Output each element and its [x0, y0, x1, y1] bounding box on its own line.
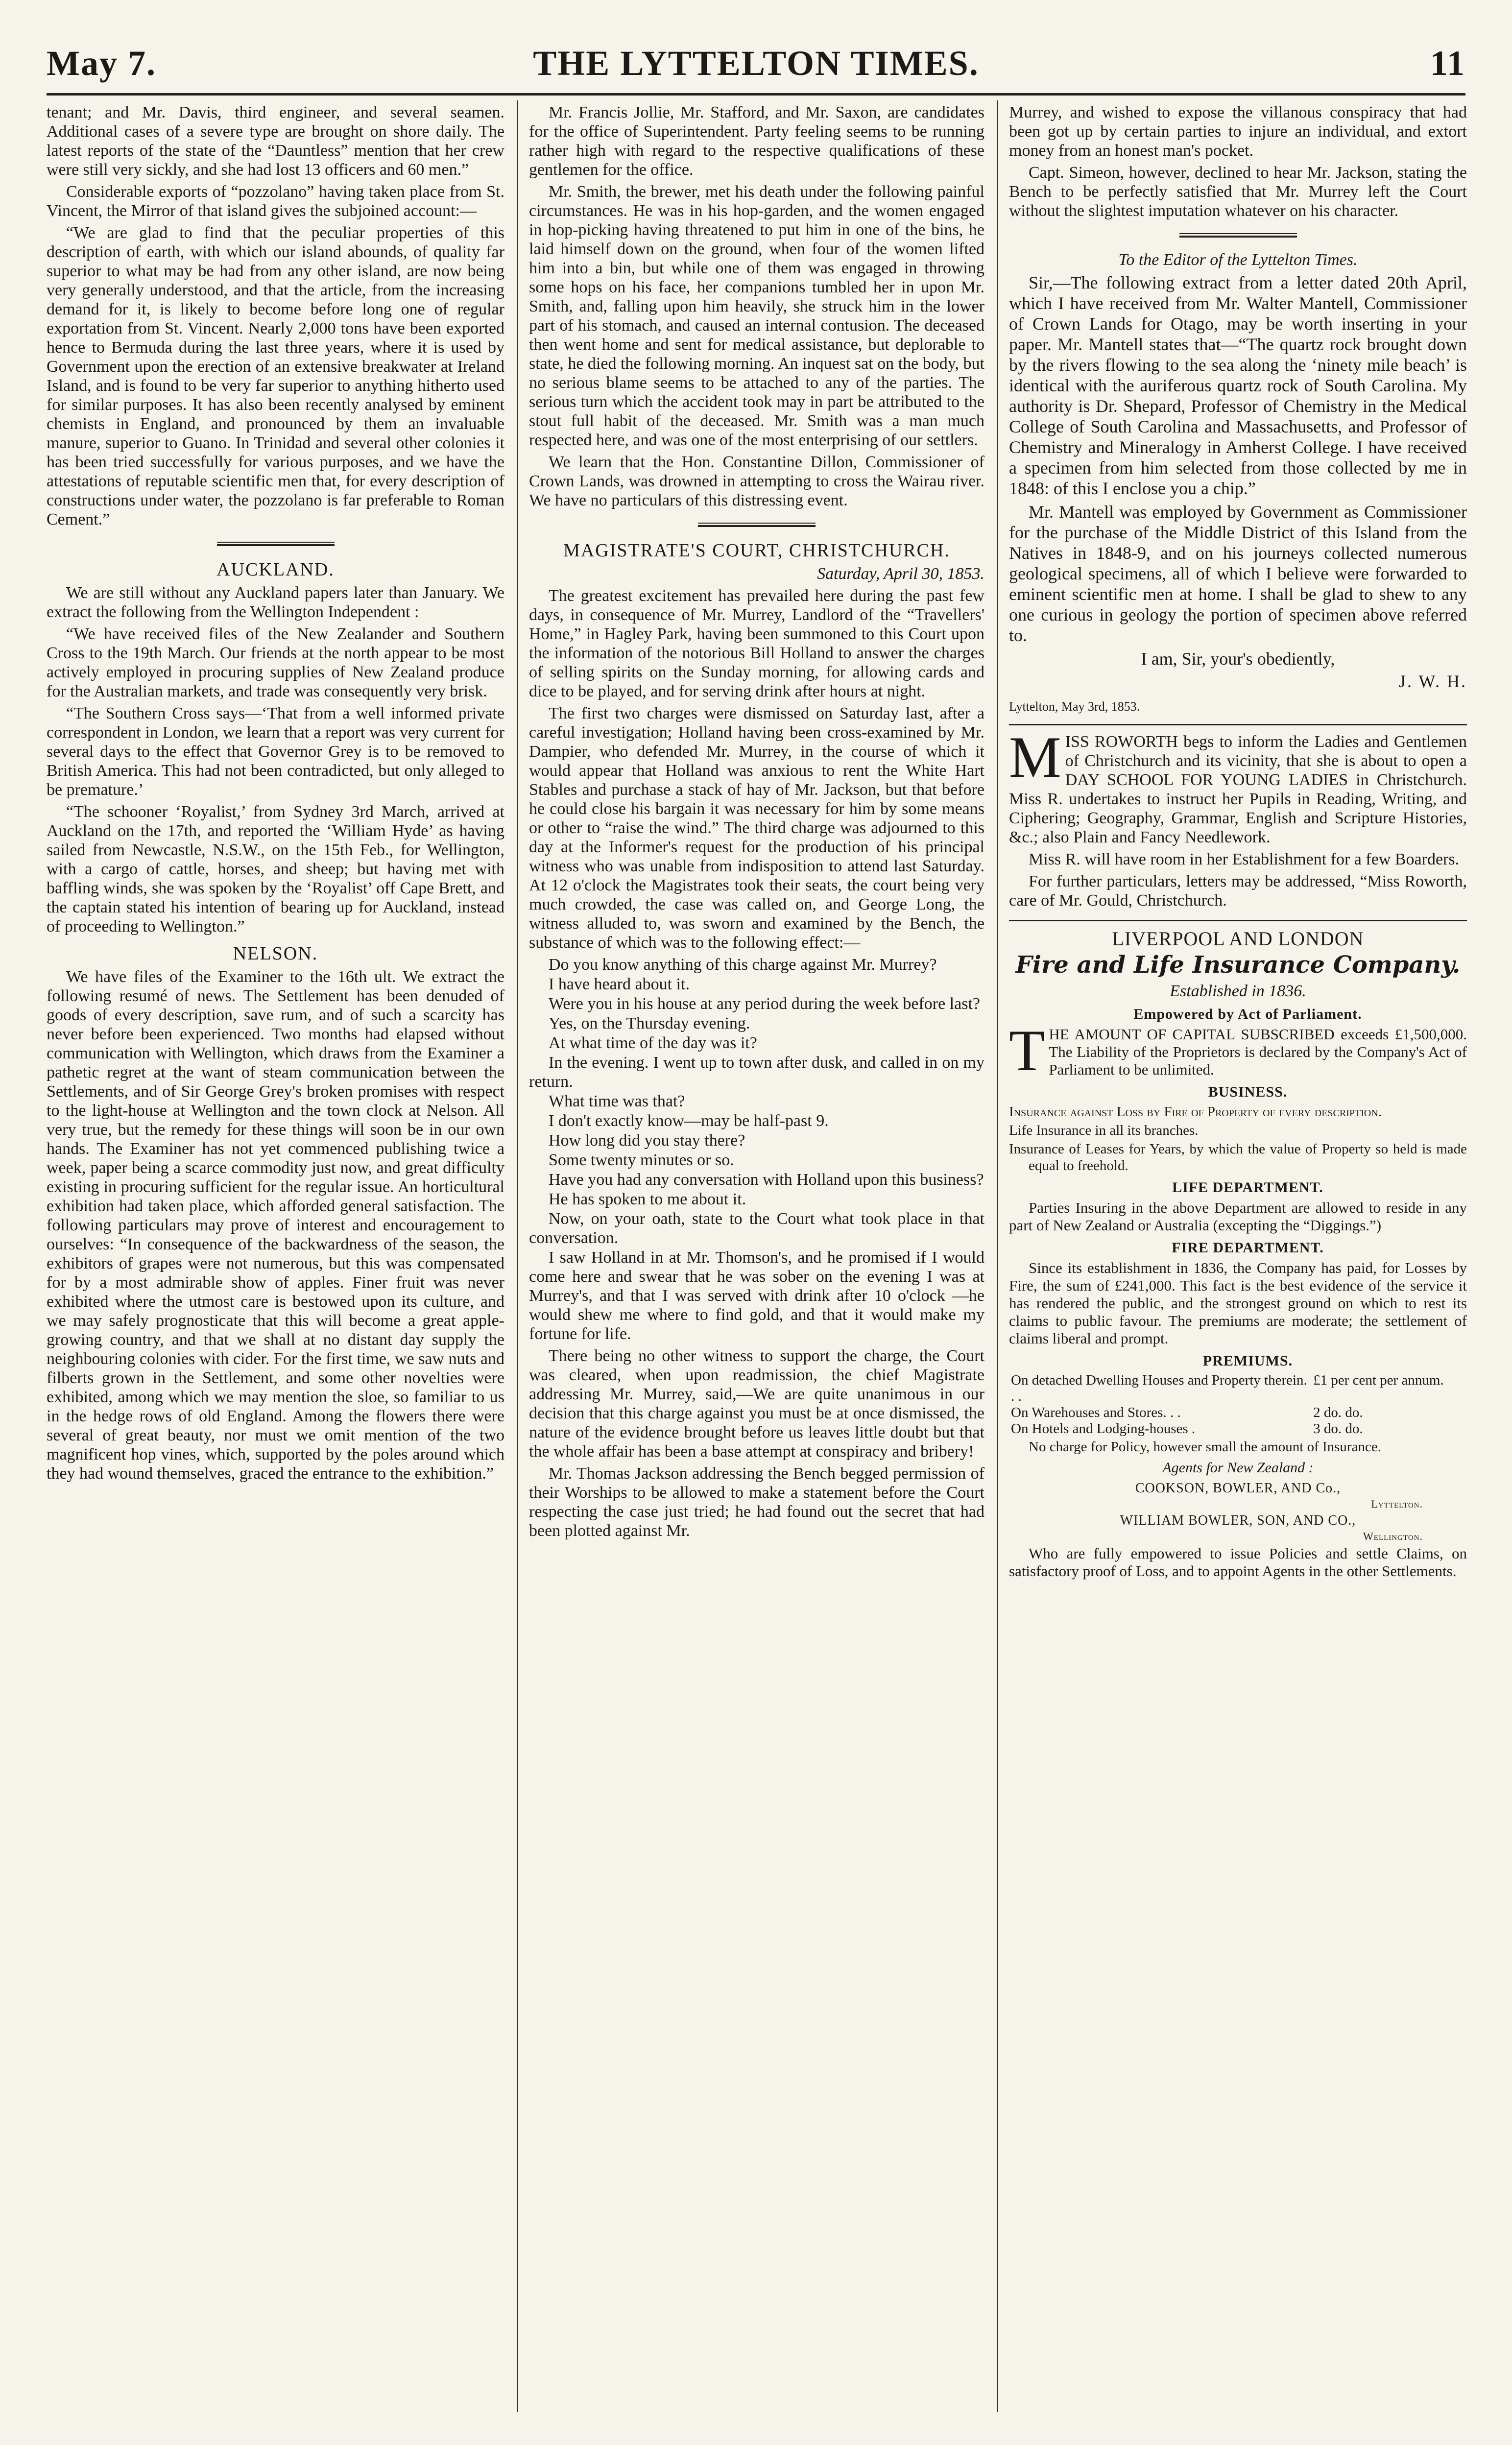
insurance-established: Established in 1836. — [1170, 982, 1306, 1000]
ad-paragraph: Miss R. will have room in her Establishment for a few Boarders. — [1029, 850, 1460, 868]
column-rule — [997, 100, 998, 2412]
fire-department-text: Since its establishment in 1836, the Company has paid, for Losses by Fire, the sum of £241,000. This fact is the best evidence of the service it has rendered the public, and the strongest ground on which to rest its claims to public favour. The premiums are moderate; the settlement of claims liberal and prompt. — [1009, 1259, 1467, 1347]
school-advertisement — [1009, 724, 1467, 921]
column-rule — [517, 100, 518, 2412]
dialogue-line: How long did you stay there? — [549, 1131, 745, 1150]
premium-item: On detached Dwelling Houses and Property therein. . . — [1011, 1372, 1307, 1404]
premium-rate: 3 do. do. — [1313, 1421, 1363, 1437]
paragraph: Considerable exports of “pozzolano” having taken place from St. Vincent, the Mirror of that island gives the subjoined account:— — [47, 183, 504, 220]
masthead — [47, 34, 1465, 96]
agent-name: WILLIAM BOWLER, SON, AND CO., — [1120, 1513, 1356, 1528]
dialogue-line: Yes, on the Thursday evening. — [549, 1014, 750, 1032]
drop-cap: M — [1009, 724, 1061, 790]
section-heading-auckland: AUCKLAND. — [216, 559, 335, 580]
paragraph: Murrey, and wished to expose the villanous conspiracy that had been got up by certain parties to injure an individual, and extort money from an honest man's pocket. — [1009, 103, 1467, 160]
letter-signature: J. W. H. — [1398, 671, 1467, 691]
premium-rate: 2 do. do. — [1313, 1405, 1363, 1420]
paragraph: “We are glad to find that the peculiar properties of this description of earth, with which our island abounds, of quality far superior to what may be had from any other island, are now being very generally understood, and that the article, from the increasing demand for it, is likely to become before long one of regular exportation from St. Vincent. Nearly 2,000 tons have been exported hence to Bermuda during the last three years, where it is used by Government upon the erection of an extensive breakwater at Ireland Island, and is found to be very far superior to anything hitherto used for similar purposes. It has also been recently analysed by eminent chemists in England, and pronounced by them an invaluable manure, superior to Guano. In Trinidad and several other colonies it has been tried successfully for various purposes, and we have the attestations of reputable scientific men that, for every description of constructions under water, the pozzolano is far preferable to Roman Cement.” — [47, 224, 504, 528]
paragraph: Mr. Francis Jollie, Mr. Stafford, and Mr. Saxon, are candidates for the office of Superintendent. Party feeling seems to be running rather high with regard to the respective qualifications of these gentlemen for the office. — [529, 103, 984, 179]
agent-location: Lyttelton. — [1371, 1498, 1423, 1510]
section-separator — [698, 523, 816, 527]
section-heading-nelson: NELSON. — [233, 943, 318, 964]
paragraph: “The Southern Cross says—‘That from a well informed private correspondent in London, we learn that a report was very current for several days to the effect that Governor Grey is to be removed to British America. This had not been contradicted, but only alleged to be premature.’ — [47, 704, 504, 799]
paragraph: We have files of the Examiner to the 16th ult. We extract the following resumé of news. The Settlement has been denuded of goods of every description, save rum, and of such a scarcity has never before been experienced. Two months had elapsed without communication with Wellington, which draws from the Examiner a pathetic regret at the want of steam communication between the Settlements, and of Sir George Grey's broken promises with respect to the light-house at Wellington and the town clock at Nelson. All very true, but the remedy for these things will soon be in our own hands. The Examiner has not yet commenced publishing twice a week, paper being a scarce commodity just now, and great difficulty existing in procuring sufficient for the regular issue. An horticultural exhibition had taken place, which afforded general satisfaction. The following particulars may prove of interest and encouragement to ourselves: “In consequence of the backwardness of the season, the exhibitors of grapes were not numerous, but this was compensated for by a most admirable show of apples. Finer fruit was never exhibited where the utmost care is bestowed upon its culture, and we may safely prognosticate that this will become a great apple-growing country, and that we shall at no distant day supply the neighbouring colonies with cider. For the first time, we saw nuts and filberts grown in the Settlement, and some other novelties were exhibited, among which we may mention the sloe, so familiar to us in the hedge rows of old England. Among the flowers there were several of great beauty, nor must we omit mention of the two magnificent hop vines, which, supported by the poles around which they had wound themselves, graced the entrance to the exhibition.” — [47, 968, 504, 1483]
insurance-advertisement — [1009, 929, 1467, 1580]
fire-department-heading: FIRE DEPARTMENT. — [1172, 1240, 1324, 1256]
premium-item: On Warehouses and Stores. . . — [1011, 1405, 1181, 1420]
insurance-empowered: Empowered by Act of Parliament. — [1133, 1006, 1362, 1022]
column-1 — [47, 103, 504, 2420]
paragraph: The first two charges were dismissed on Saturday last, after a careful investigation; Holland having been cross-examined by Mr. Dampier, who defended Mr. Murrey, in the course of which it would appear that Holland was anxious to rent the White Hart Stables and purchase a stack of hay of Mr. Jackson, but that before he could close his bargain it was necessary for him by some means or other to “raise the wind.” The third charge was adjourned to this day at the Informer's request for the production of his principal witness who was unable from indisposition to attend last Saturday. At 12 o'clock the Magistrates took their seats, the court being very much crowded, the case was called on, and George Long, the witness alluded to, was sworn and examined by the Bench, the substance of which was to the following effect:— — [529, 704, 984, 952]
dialogue-line: Have you had any conversation with Holland upon this business? — [549, 1171, 984, 1189]
dialogue-line: Now, on your oath, state to the Court what took place in that conversation. — [529, 1210, 984, 1247]
letter-addressee: To the Editor of the Lyttelton Times. — [1118, 251, 1358, 269]
business-item: Life Insurance in all its branches. — [1009, 1123, 1199, 1138]
dialogue-line: At what time of the day was it? — [549, 1034, 757, 1052]
page-number: 11 — [1430, 44, 1465, 83]
premium-row — [1009, 1405, 1467, 1421]
ad-paragraph: For further particulars, letters may be addressed, “Miss Roworth, care of Mr. Gould, Christchurch. — [1009, 872, 1467, 910]
section-separator — [217, 542, 335, 546]
letter-paragraph: Mr. Mantell was employed by Government as Commissioner for the purchase of the Middle District of this Island from the Natives in 1848-9, and on his journeys collected numerous geological specimens, all of which I believe were forwarded to eminent scientific men at home. I shall be glad to shew to any one curious in geology the portion of specimen above referred to. — [1009, 502, 1467, 645]
court-date: Saturday, April 30, 1853. — [817, 565, 984, 583]
section-heading-court: MAGISTRATE'S COURT, CHRISTCHURCH. — [563, 540, 950, 561]
paragraph: The greatest excitement has prevailed here during the past few days, in consequence of Mr. Murrey, Landlord of the “Travellers' Home,” in Hagley Park, having been summoned to this Court upon the information of the notorious Bill Holland to answer the charges of selling spirits on the Sunday morning, for allowing cards and dice to be played, and for serving drink after hours at night. — [529, 587, 984, 700]
letter-closing: I am, Sir, your's obediently, — [1141, 649, 1335, 669]
paragraph: Mr. Smith, the brewer, met his death under the following painful circumstances. He was in his hop-garden, and the women engaged in hop-picking having threatened to put him in one of the bins, he laid himself down on the ground, when four of the women lifted him into a bin, but while one of them was engaged in throwing some hops on his face, her companions tumbled her in upon Mr. Smith, and, falling upon him heavily, she struck him in the lower part of his stomach, and caused an internal contusion. The deceased then went home and sent for medical assistance, but deplorable to state, he died the following morning. An inquest sat on the body, but no serious blame seems to be attached to any of the parties. The serious turn which the accident took may in part be attributed to the stout full habit of the deceased. Mr. Smith was a man much respected here, and was one of the most enterprising of our settlers. — [529, 183, 984, 449]
column-3 — [1009, 103, 1467, 2420]
letter-dateline: Lyttelton, May 3rd, 1853. — [1009, 699, 1140, 714]
no-charge-note: No charge for Policy, however small the amount of Insurance. — [1029, 1439, 1381, 1455]
agents-text: Who are fully empowered to issue Policies and settle Claims, on satisfactory proof of Loss, and to appoint Agents in the other Settlements. — [1009, 1545, 1467, 1580]
newspaper-title: THE LYTTELTON TIMES. — [533, 44, 979, 83]
paragraph: “The schooner ‘Royalist,’ from Sydney 3rd March, arrived at Auckland on the 17th, and reported the ‘William Hyde’ as having sailed from Newcastle, N.S.W., on the 15th Feb., for Wellington, with a cargo of cattle, horses, and sheep; but having met with baffling winds, she was spoken by the ‘Royalist’ off Cape Brett, and the captain stated his intention of bearing up for Auckland, instead of proceeding to Wellington.” — [47, 803, 504, 935]
premium-rate: £1 per cent per annum. — [1313, 1372, 1444, 1388]
insurance-title-line1: LIVERPOOL AND LONDON — [1112, 928, 1364, 950]
drop-cap: T — [1009, 1018, 1045, 1083]
premium-row — [1009, 1372, 1467, 1405]
paragraph: There being no other witness to support the charge, the Court was cleared, when upon readmission, the chief Magistrate addressing Mr. Murrey, said,—We are quite unanimous in our decision that this charge against you must be at once dismissed, the nature of the evidence brought before us leaves little doubt but that the whole affair has been a base attempt at conspiracy and bribery! — [529, 1347, 984, 1461]
business-heading: BUSINESS. — [1208, 1084, 1288, 1100]
issue-date: May 7. — [47, 44, 156, 83]
letter-paragraph: Sir,—The following extract from a letter dated 20th April, which I have received from Mr. Walter Mantell, Commissioner of Crown Lands for Otago, may be worth inserting in your paper. Mr. Mantell states that—“The quartz rock brought down by the rivers flowing to the sea along the ‘ninety mile beach’ is identical with the auriferous quartz rock of South Carolina. My authority is Dr. Shepard, Professor of Chemistry in the Medical College of South Carolina and Massachusetts, and Professor of Chemistry and Mineralogy in Amherst College. I have received a specimen from him selected from those collected by me in 1848: of this I enclose you a chip.” — [1009, 273, 1467, 498]
paragraph: Mr. Thomas Jackson addressing the Bench begged permission of their Worships to be allowed to make a statement before the Court respecting the case just tried; he had found out the secret that had been plotted against Mr. — [529, 1464, 984, 1540]
dialogue-line: Do you know anything of this charge against Mr. Murrey? — [549, 956, 937, 974]
ad-paragraph: ISS ROWORTH begs to inform the Ladies and Gentlemen of Christchurch and its vicinity, that she is about to open a DAY SCHOOL FOR YOUNG LADIES in Christchurch. Miss R. undertakes to instruct her Pupils in Reading, Writing, and Ciphering; Geography, Grammar, English and Scripture Histories, &c.; also Plain and Fancy Needlework. — [1009, 733, 1467, 846]
paragraph: Capt. Simeon, however, declined to hear Mr. Jackson, stating the Bench to be perfectly satisfied that Mr. Murrey left the Court without the slightest imputation whatever on his character. — [1009, 164, 1467, 220]
life-department-text: Parties Insuring in the above Department are allowed to reside in any part of New Zealand or Australia (excepting the “Diggings.”) — [1009, 1199, 1467, 1234]
dialogue-line: I don't exactly know—may be half-past 9. — [549, 1112, 829, 1130]
premium-item: On Hotels and Lodging-houses . — [1011, 1421, 1196, 1437]
section-separator — [1179, 233, 1297, 238]
paragraph: We are still without any Auckland papers later than January. We extract the following from the Wellington Independent : — [47, 584, 504, 621]
business-item: Insurance against Loss by Fire of Property of every description. — [1009, 1104, 1382, 1120]
dialogue-line: Were you in his house at any period during the week before last? — [549, 995, 980, 1013]
paragraph: “We have received files of the New Zealander and Southern Cross to the 19th March. Our friends at the north appear to be most actively employed in procuring supplies of New Zealand produce for the Australian markets, and trade was consequently very brisk. — [47, 625, 504, 700]
dialogue-line: Some twenty minutes or so. — [549, 1151, 734, 1169]
insurance-company-name: Fire and Life Insurance Company. — [1015, 951, 1461, 979]
dialogue-line: What time was that? — [549, 1092, 685, 1110]
agents-heading: Agents for New Zealand : — [1162, 1460, 1314, 1476]
business-item: Insurance of Leases for Years, by which the value of Property so held is made equal to freehold. — [1009, 1141, 1467, 1174]
paragraph: tenant; and Mr. Davis, third engineer, and several seamen. Additional cases of a severe type are brought on shore daily. The latest reports of the state of the “Dauntless” mention that her crew were still very sickly, and she had lost 13 officers and 60 men.” — [47, 103, 504, 179]
paragraph: We learn that the Hon. Constantine Dillon, Commissioner of Crown Lands, was drowned in attempting to cross the Wairau river. We have no particulars of this distressing event. — [529, 453, 984, 509]
premiums-table — [1009, 1372, 1467, 1437]
life-department-heading: LIFE DEPARTMENT. — [1172, 1179, 1323, 1196]
premium-row — [1009, 1421, 1467, 1437]
agent-location: Wellington. — [1363, 1530, 1423, 1542]
dialogue-line: He has spoken to me about it. — [549, 1190, 746, 1208]
premiums-heading: PREMIUMS. — [1202, 1353, 1293, 1369]
insurance-capital: HE AMOUNT OF CAPITAL SUBSCRIBED exceeds £1,500,000. The Liability of the Proprietors is declared by the Company's Act of Parliament to be unlimited. — [1049, 1026, 1467, 1078]
paragraph: I saw Holland in at Mr. Thomson's, and he promised if I would come here and swear that he was sober on the evening I was at Murrey's, and that I was served with drink after 10 o'clock —he would shew me where to find gold, and that it would make my fortune for life. — [529, 1248, 984, 1343]
court-dialogue — [529, 955, 984, 1247]
column-2 — [529, 103, 984, 2420]
dialogue-line: In the evening. I went up to town after dusk, and called in on my return. — [529, 1054, 984, 1091]
dialogue-line: I have heard about it. — [549, 975, 690, 993]
agent-name: COOKSON, BOWLER, AND Co., — [1135, 1481, 1341, 1496]
